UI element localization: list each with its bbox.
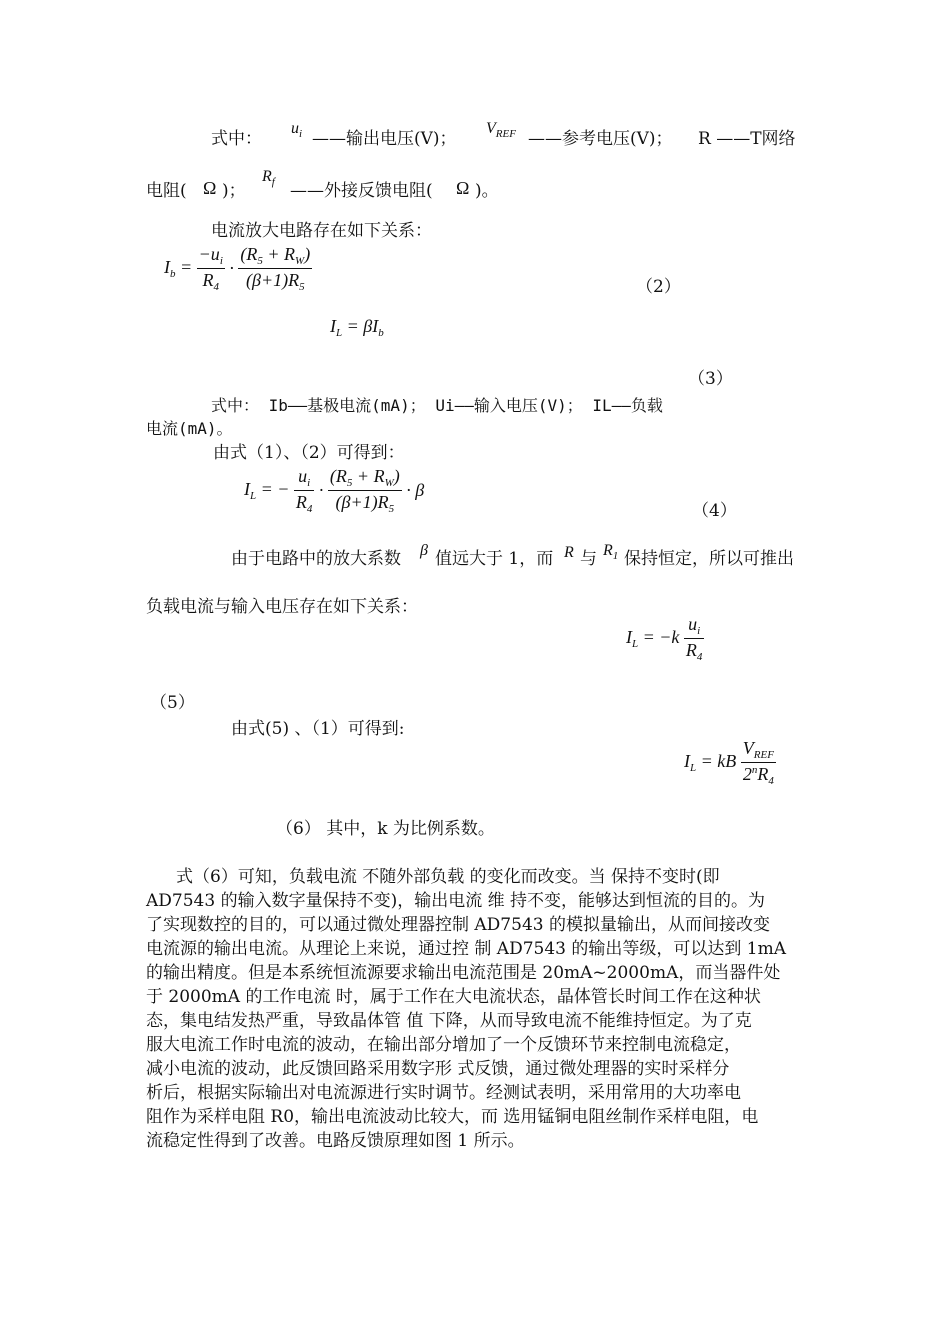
paragraph-line-8: 服大电流工作时电流的波动，在输出部分增加了一个反馈环节来控制电流稳定， [146, 1035, 741, 1055]
ib-definition-line1: 式中： Ib——基极电流(mA)； Ui——输入电压(V)； IL——负载 [211, 396, 663, 415]
eq4-label: （4） [692, 501, 737, 521]
equation-3: $I_L = \beta I_b$ [330, 316, 384, 339]
rf-definition: ——外接反馈电阻( [290, 181, 433, 201]
r-symbol: R [564, 544, 574, 561]
rf-symbol: $R_f$ [262, 168, 275, 188]
paragraph-line-9: 减小电流的波动，此反馈回路采用数字形 式反馈，通过微处理器的实时采样分 [146, 1059, 730, 1079]
equation-5: $I_L = -k$ $\frac{u_i}{R_4}$ [626, 614, 703, 663]
beta-text-c: 与 [580, 549, 597, 569]
where-label: 式中： [211, 129, 262, 149]
vref-definition: ——参考电压(V)； [528, 129, 673, 149]
amp-intro: 电流放大电路存在如下关系： [211, 221, 432, 241]
beta-text-a: 由于电路中的放大系数 [231, 549, 401, 569]
resistance-label: 电阻( [146, 181, 187, 201]
r1-symbol: $R_1$ [603, 542, 619, 562]
paragraph-line-1: 式（6）可知，负载电流 不随外部负载 的变化而改变。当 保持不变时(即 [176, 867, 720, 887]
ib-definition-line2: 电流(mA)。 [146, 419, 233, 438]
paragraph-line-4: 电流源的输出电流。从理论上来说，通过控 制 AD7543 的输出等级，可以达到 1mA [146, 939, 786, 959]
equation-6: $I_L$ = kB $\frac{V_{REF}}{2^nR_4}$ [684, 738, 774, 787]
paragraph-line-5: 的输出精度。但是本系统恒流源要求输出电流范围是 20mA~2000mA，而当器件处 [146, 963, 781, 983]
ui-symbol: $u_i$ [291, 120, 303, 140]
paragraph-line-7: 态，集电结发热严重，导致晶体管 值 下降，从而导致电流不能维持恒定。为了克 [146, 1011, 752, 1031]
beta-text-d: 保持恒定，所以可推出 [624, 549, 794, 569]
eq3-label: （3） [688, 369, 733, 389]
paragraph-line-12: 流稳定性得到了改善。电路反馈原理如图 1 所示。 [146, 1131, 525, 1151]
paragraph-line-6: 于 2000mA 的工作电流 时，属于工作在大电流状态，晶体管长时间工作在这种状 [146, 987, 761, 1007]
paragraph-line-3: 了实现数控的目的，可以通过微处理器控制 AD7543 的模拟量输出，从而间接改变 [146, 915, 770, 935]
beta-symbol: β [420, 542, 428, 559]
paragraph-line-10: 析后，根据实际输出对电流源进行实时调节。经测试表明，采用常用的大功率电 [146, 1083, 741, 1103]
r-definition: R ——T网络 [698, 129, 796, 149]
paragraph-line-2: AD7543 的输入数字量保持不变)，输出电流 维 持不变，能够达到恒流的目的。为 [146, 891, 766, 911]
rf-close: )。 [475, 181, 499, 201]
paragraph-line-11: 阻作为采样电阻 R0，输出电流波动比较大，而 选用锰铜电阻丝制作采样电阻，电 [146, 1107, 759, 1127]
from-eq51: 由式(5) 、（1）可得到: [231, 719, 405, 739]
ohm-symbol: Ω [203, 178, 217, 198]
beta-text-b: 值远大于 1，而 [435, 549, 554, 569]
from-eq12: 由式（1）、（2）可得到： [213, 443, 405, 463]
eq2-label: （2） [636, 277, 681, 297]
equation-4: $I_L$ = − $\frac{u_i}{R_4}$ · $\frac{(R_5 + R_W)}{(\beta+1)R_5}$ · β [244, 466, 425, 515]
eq5-label: （5） [150, 693, 195, 713]
resistance-close: )； [222, 181, 246, 201]
vref-symbol: $V_{REF}$ [486, 120, 516, 140]
equation-2: $I_b$ = $\frac{-u_i}{R_4}$ · $\frac{(R_5 + R_W)}{(\beta+1)R_5}$ [164, 244, 311, 293]
ohm-symbol-2: Ω [456, 178, 470, 198]
eq6-line: （6） 其中，k 为比例系数。 [276, 819, 495, 839]
ui-definition: ——输出电压(V)； [312, 129, 457, 149]
load-relation-text: 负载电流与输入电压存在如下关系： [146, 597, 418, 617]
